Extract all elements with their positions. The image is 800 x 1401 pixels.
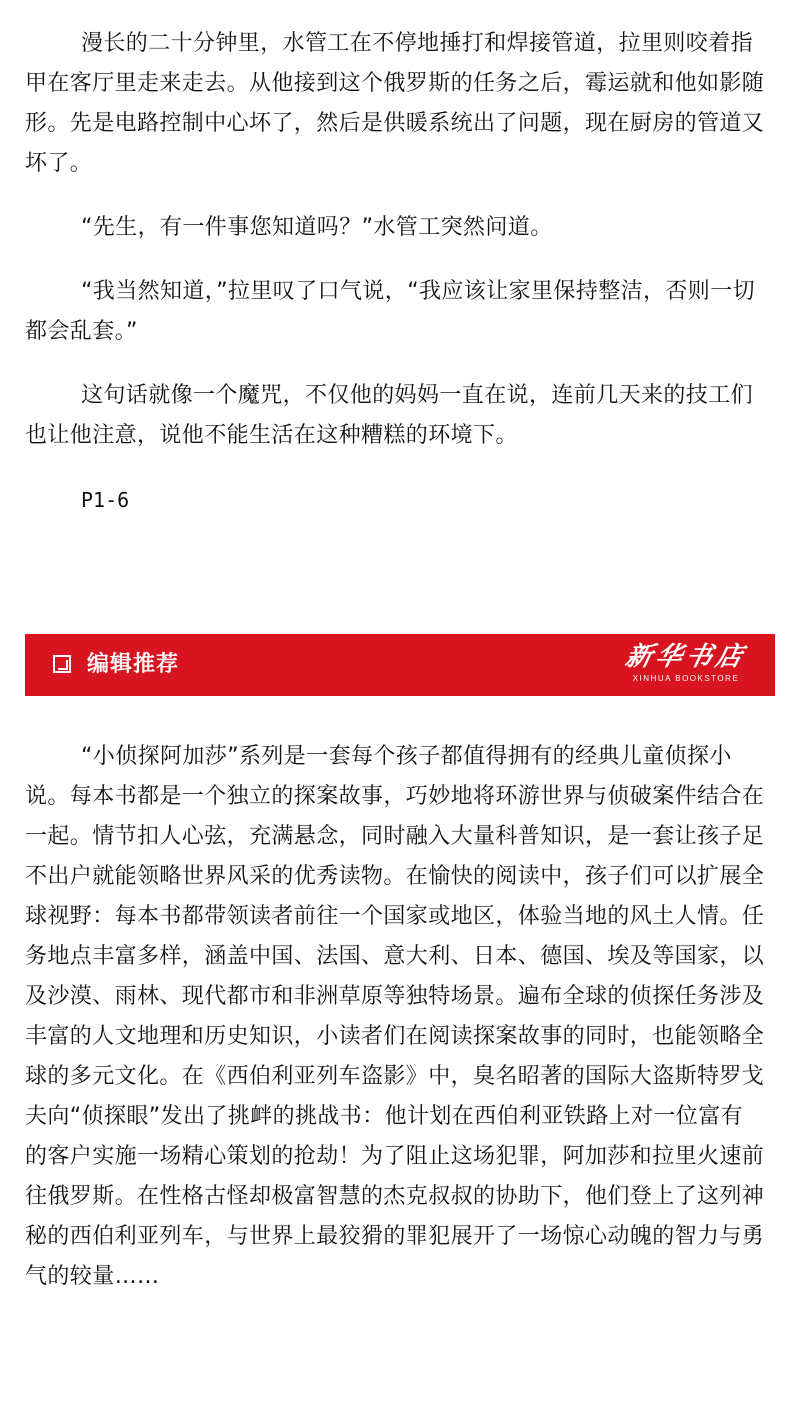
story-paragraph: 漫长的二十分钟里，水管工在不停地捶打和焊接管道，拉里则咬着指甲在客厅里走来走去。从他接到这个俄罗斯的任务之后，霉运就和他如影随形。先是电路控制中心坏了，然后是供暖系统出了问题，现在厨房的管道又坏了。 — [25, 31, 765, 176]
story-paragraph: 这句话就像一个魔咒，不仅他的妈妈一直在说，连前几天来的技工们也让他注意，说他不能生活在这种糟糕的环境下。 — [25, 383, 754, 448]
logo-script-text: 新华书店 — [622, 642, 750, 672]
book-icon — [53, 655, 71, 673]
page-reference: P1-6 — [81, 488, 130, 512]
story-paragraph: “我当然知道，”拉里叹了口气说，“我应该让家里保持整洁，否则一切都会乱套。” — [25, 279, 755, 344]
story-excerpt — [25, 24, 765, 520]
story-paragraph: “先生，有一件事您知道吗？”水管工突然问道。 — [81, 215, 553, 240]
editor-recommendation-banner — [25, 634, 775, 696]
xinhua-bookstore-logo — [621, 640, 751, 690]
banner-title: 编辑推荐 — [87, 652, 180, 677]
logo-subtext: XINHUA BOOKSTORE — [632, 674, 740, 683]
recommendation-text: “小侦探阿加莎”系列是一套每个孩子都值得拥有的经典儿童侦探小说。每本书都是一个独立的探案故事，巧妙地将环游世界与侦破案件结合在一起。情节扣人心弦，充满悬念，同时融入大量科普知识，是一套让孩子足不出户就能领略世界风采的优秀读物。在愉快的阅读中，孩子们可以扩展全球视野：每本书都带领读者前往一个国家或地区，体验当地的风土人情。任务地点丰富多样，涵盖中国、法国、意大利、日本、德国、埃及等国家，以及沙漠、雨林、现代都市和非洲草原等独特场景。遍布全球的侦探任务涉及丰富的人文地理和历史知识，小读者们在阅读探案故事的同时，也能领略全球的多元文化。在《西伯利亚列车盗影》中，臭名昭著的国际大盗斯特罗戈夫向“侦探眼”发出了挑衅的挑战书：他计划在西伯利亚铁路上对一位富有的客户实施一场精心策划的抢劫！为了阻止这场犯罪，阿加莎和拉里火速前往俄罗斯。在性格古怪却极富智慧的杰克叔叔的协助下，他们登上了这列神秘的西伯利亚列车，与世界上最狡猾的罪犯展开了一场惊心动魄的智力与勇气的较量…… — [25, 744, 765, 1289]
